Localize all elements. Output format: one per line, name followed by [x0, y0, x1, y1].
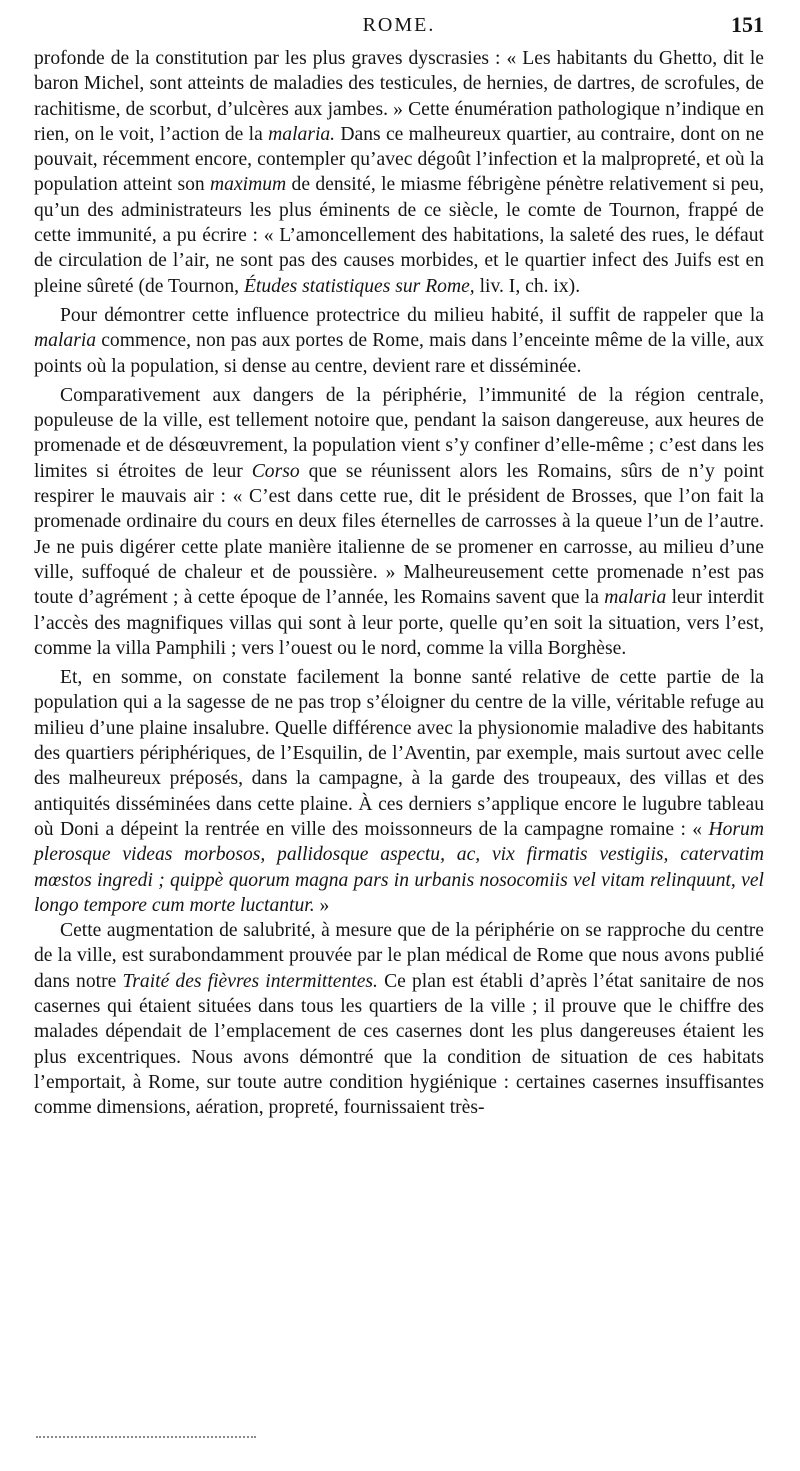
- text-run: Pour démontrer cette influence protectrice du milieu habité, il suffit de rappeler que la: [60, 304, 764, 326]
- text-run: Et, en somme, on constate facilement la bonne santé relative de cette partie de la population qui a la sagesse de ne pas trop s’éloigner du centre de la ville, véritable refuge au milieu d’une plaine insalubre. Quelle différence avec la physionomie maladive des habitants des quartiers périphériques, de l’Esquilin, de l’Aventin, par exemple, mais surtout avec celle des malheureux préposés, dans la campagne, à la garde des troupeaux, des villas et des antiquités disséminées dans cette plaine. À ces derniers s’applique encore le lugubre tableau où Doni a dépeint la rentrée en ville des moissonneurs de la campagne romaine : «: [34, 667, 764, 840]
- page-number: 151: [731, 12, 764, 37]
- text-run: Ce plan est établi d’après l’état sanitaire de nos casernes qui étaient situées dans tous les quartiers de la ville ; il prouve que le chiffre des malades dépendait de l’emplacement de ces casernes dont les plus dangereuses étaient les plus excentriques. Nous avons démontré que la condition de situation de ces habitats l’emportait, à Rome, sur toute autre condition hygiénique : certaines casernes insuffisantes comme dimensions, aération, propreté, fournissaient très-: [34, 970, 764, 1119]
- text-run: Cette augmentation de salubrité, à mesure que de la périphérie on se rapproche du centre de la ville, est surabondamment prouvée par le plan médical de Rome que nous avons publié dans notre: [34, 920, 764, 992]
- text-run: Dans ce malheureux quartier, au contraire, dont on ne pouvait, récemment encore, contempler qu’avec dégoût l’infection et la malpropreté, et où la population atteint son: [34, 123, 764, 196]
- text-run: leur interdit l’accès des magnifiques villas qui sont à leur porte, quelle qu’en soit la situation, vers l’est, comme la villa Pamphili ; vers l’ouest ou le nord, comme la villa Borghèse.: [34, 587, 764, 659]
- text-run: »: [314, 894, 330, 916]
- italic-run: malaria: [604, 587, 667, 609]
- paragraph-3: [34, 383, 764, 661]
- text-run: Comparativement aux dangers de la périphérie, l’immunité de la région centrale, populeuse de la ville, est tellement notoire que, pendant la saison dangereuse, aux heures de promenade et de désœuvrement, la population vient s’y confiner d’elle-même ; c’est dans les limites si étroites de leur: [34, 384, 764, 482]
- italic-run: Corso: [251, 460, 300, 482]
- text-run: de densité, le miasme fébrigène pénètre relativement si peu, qu’un des administrateurs les plus éminents de ce siècle, le comte de Tournon, frappé de cette immunité, a pu écrire : « L’amoncellement des habitations, la saleté des rues, le défaut de circulation de l’air, ne sont pas des causes morbides, et le quartier infect des Juifs est en pleine sûreté (de Tournon,: [34, 174, 764, 297]
- italic-run: maximum: [210, 174, 287, 196]
- running-title: ROME.: [362, 14, 436, 36]
- page-header: [34, 0, 764, 37]
- text-run: liv. I, ch. ix).: [474, 275, 581, 297]
- text-run: profonde de la constitution par les plus graves dyscrasies : « Les habitants du Ghetto, dit le baron Michel, sont atteints de maladies des testicules, de hernies, de dartres, de scrofules, de rachitisme, de scorbut, d’ulcères aux jambes. » Cette énumération pathologique n’indique en rien, on le voit, l’action de la: [34, 48, 764, 145]
- text-run: commence, non pas aux portes de Rome, mais dans l’enceinte même de la ville, aux points où la population, si dense au centre, devient rare et disséminée.: [34, 330, 764, 377]
- paragraph-4: [34, 665, 764, 918]
- italic-run: malaria: [34, 330, 97, 352]
- paragraph-2: [34, 303, 764, 379]
- bottom-dotted-rule: [36, 1436, 256, 1438]
- paragraph-5: [34, 918, 764, 1120]
- italic-run: Horum plerosque videas morbosos, pallidosque aspectu, ac, vix firmatis vestigiis, catervatim mœstos ingredi ; quippè quorum magna pars in urbanis nosocomiis vel vitam relinquunt, vel longo tempore cum morte luctantur.: [34, 818, 764, 916]
- italic-run: malaria.: [268, 123, 336, 145]
- paragraph-1: [34, 46, 764, 299]
- italic-run: Traité des fièvres intermittentes.: [122, 970, 378, 992]
- italic-run: Études statistiques sur Rome,: [243, 275, 475, 297]
- body-text: [34, 46, 764, 1120]
- text-run: que se réunissent alors les Romains, sûrs de n’y point respirer le mauvais air : « C’est dans cette rue, dit le président de Brosses, que l’on fait la promenade ordinaire du cours en deux files éternelles de carrosses à la queue l’un de l’autre. Je ne puis digérer cette plate manière italienne de se promener en carrosse, au milieu d’une ville, suffoqué de chaleur et de poussière. » Malheureusement cette promenade n’est pas toute d’agrément ; à cette époque de l’année, les Romains savent que la: [34, 460, 764, 609]
